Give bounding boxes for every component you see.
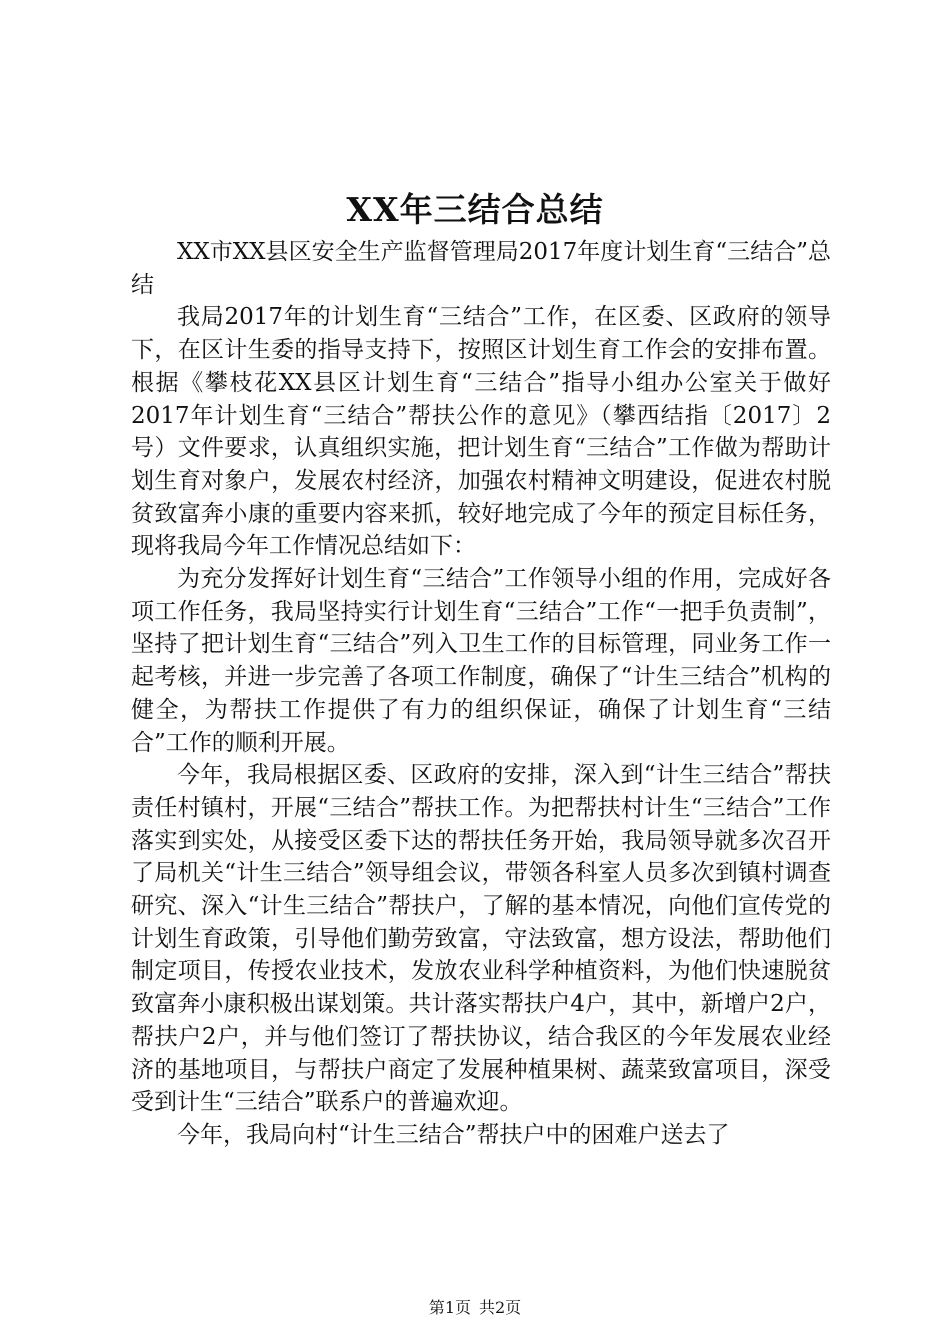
paragraph-assistance: 今年，我局根据区委、区政府的安排，深入到“计生三结合”帮扶责任村镇村，开展“三结合”帮扶工作。为把帮扶村计生“三结合”工作落实到实处，从接受区委下达的帮扶任务开始，我局领导就多次召开了局机关“计生三结合”领导组会议，带领各科室人员多次到镇村调查研究、深入“计生三结合”帮扶户，了解的基本情况，向他们宣传党的计划生育政策，引导他们勤劳致富，守法致富，想方设法，帮助他们制定项目，传授农业技术，发放农业科学种植资料，为他们快速脱贫致富奔小康积极出谋划策。共计落实帮扶户4户，其中，新增户2户，帮扶户2户，并与他们签订了帮扶协议，结合我区的今年发展农业经济的基地项目，与帮扶户商定了发展种植果树、蔬菜致富项目，深受受到计生“三结合”联系户的普遍欢迎。 xyxy=(131,762,831,1116)
document-body xyxy=(131,236,831,1152)
paragraph-donation: 今年，我局向村“计生三结合”帮扶户中的困难户送去了 xyxy=(177,1121,730,1148)
paragraph-intro: 我局2017年的计划生育“三结合”工作，在区委、区政府的领导下，在区计生委的指导支持下，按照区计划生育工作会的安排布置。根据《攀枝花XX县区计划生育“三结合”指导小组办公室关于做好2017年计划生育“三结合”帮扶公作的意见》（攀西结指〔2017〕2号）文件要求，认真组织实施，把计划生育“三结合”工作做为帮助计划生育对象户，发展农村经济，加强农村精神文明建设，促进农村脱贫致富奔小康的重要内容来抓，较好地完成了今年的预定目标任务，现将我局今年工作情况总结如下： xyxy=(131,304,831,560)
page-number: 第1页 xyxy=(428,1298,471,1317)
paragraph-organization: 为充分发挥好计划生育“三结合”工作领导小组的作用，完成好各项工作任务，我局坚持实行计划生育“三结合”工作“一把手负责制”，坚持了把计划生育“三结合”列入卫生工作的目标管理，同业务工作一起考核，并进一步完善了各项工作制度，确保了“计生三结合”机构的健全，为帮扶工作提供了有力的组织保证，确保了计划生育“三结合”工作的顺利开展。 xyxy=(131,566,831,756)
paragraph-heading: XX市XX县区安全生产监督管理局2017年度计划生育“三结合”总结 xyxy=(131,239,831,298)
page-footer xyxy=(0,1296,950,1320)
document-title: XX年三结合总结 xyxy=(346,190,604,229)
page-total: 共2页 xyxy=(479,1298,522,1317)
